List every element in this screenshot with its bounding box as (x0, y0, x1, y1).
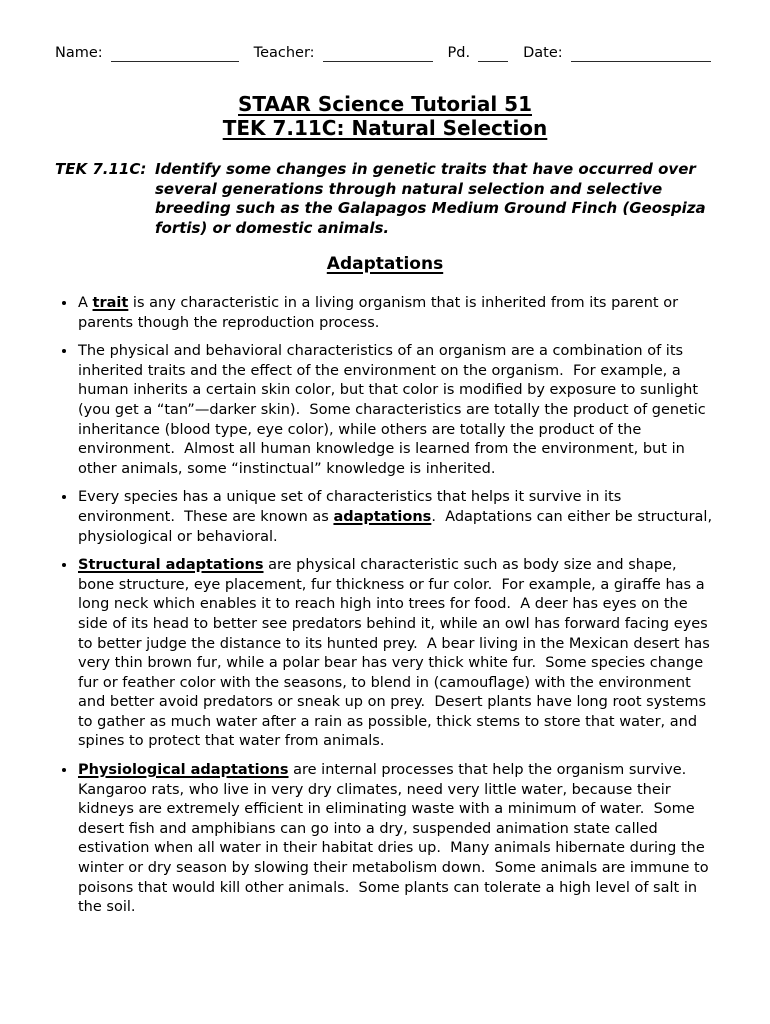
tek-text: Identify some changes in genetic traits that have occurred over several generations through natural selection and selective breeding such as the Galapagos Medium Ground Finch (Geospiza fortis) or domestic animals. (155, 160, 711, 237)
fill-in-blank-line (478, 45, 508, 62)
bullet-text: Every species has a unique set of characteristics that helps it survive in its environment. These are known as adaptations. Adaptations can either be structural, physiological or behavioral. (78, 489, 717, 545)
bullet-text: Physiological adaptations are internal processes that help the organism survive. Kangaroo rats, who live in very dry climates, need very little water, because their kidneys are extremely efficient in eliminating waste with a minimum of water. Some desert fish and amphibians can go into a dry, suspended animation state called estivation when all water in their habitat dries up. Many animals hibernate during the winter or dry season by slowing their metabolism down. Some animals are immune to poisons that would kill other animals. Some plants can tolerate a high level of salt in the soil. (78, 762, 714, 916)
header-field-label: Name: (55, 45, 103, 61)
bullet-item (77, 761, 715, 918)
bullet-item (77, 488, 715, 547)
header-field-label: Pd. (447, 45, 471, 61)
header-field-label: Teacher: (253, 45, 315, 61)
page-title (55, 92, 715, 140)
header-field (55, 44, 239, 62)
section-heading: Adaptations (326, 254, 444, 274)
bullet-text: The physical and behavioral characteristics of an organism are a combination of its inherited traits and the effect of the environment on the organism. For example, a human inherits a certain skin color, but that color is modified by exposure to sunlight (you get a “tan”—darker skin). Some characteristics are totally the product of genetic inheritance (blood type, eye color), while others are totally the product of the environment. Almost all human knowledge is learned from the environment, but in other animals, some “instinctual” knowledge is inherited. (78, 343, 711, 477)
header-field (254, 44, 433, 62)
bullet-text: A trait is any characteristic in a living organism that is inherited from its parent or parents though the reproduction process. (78, 295, 683, 331)
title-line-1: STAAR Science Tutorial 51 (238, 92, 532, 116)
fill-in-blank-line (111, 45, 239, 62)
header-field-label: Date: (523, 45, 563, 61)
fill-in-blank-line (323, 45, 433, 62)
header-fill-in-row (55, 44, 715, 62)
bullet-list (55, 294, 715, 918)
bullet-item (77, 342, 715, 479)
header-field (523, 44, 711, 62)
bullet-item (77, 556, 715, 752)
bullet-text: Structural adaptations are physical characteristic such as body size and shape, bone structure, eye placement, fur thickness or fur color. For example, a giraffe has a long neck which enables it to reach high into trees for food. A deer has eyes on the side of its head to better see predators behind it, while an owl has forward facing eyes to better judge the distance to its hunted prey. A bear living in the Mexican desert has very thin brown fur, while a polar bear has very thick white fur. Some species change fur or feather color with the seasons, to blend in (camouflage) with the environment and better avoid predators or sneak up on prey. Desert plants have long root systems to gather as much water after a rain as possible, thick stems to store that water, and spines to protect that water from animals. (78, 557, 715, 750)
title-line-2: TEK 7.11C: Natural Selection (222, 116, 548, 140)
fill-in-blank-line (571, 45, 711, 62)
bullet-item (77, 294, 715, 333)
tek-label: TEK 7.11C: (55, 160, 147, 178)
header-field (448, 44, 509, 62)
tek-statement (55, 160, 715, 238)
